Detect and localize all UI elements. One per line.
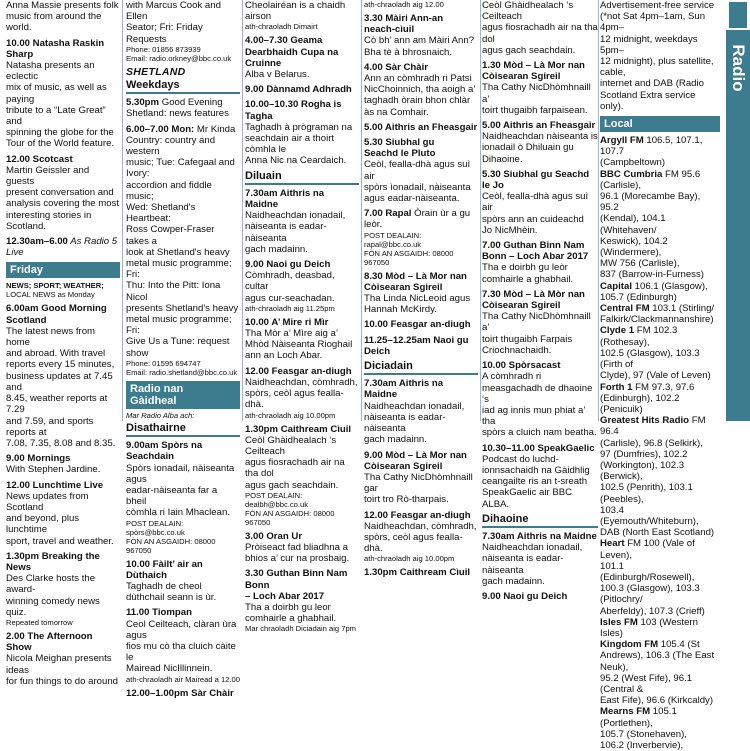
- station-frequencies: 105.7 (Stonehaven),: [600, 728, 687, 740]
- lead-text: ath-chraoladh aig 12.00: [364, 0, 444, 9]
- station-frequencies: 96.1 (Morecambe Bay), 95.2: [600, 191, 701, 214]
- programme-entry: [482, 591, 598, 602]
- local-station-line: [600, 505, 720, 527]
- programme-entry: [245, 84, 359, 95]
- programme-entry: 3.00 Oran Ur Pròiseact fad bliadhna a bhios a’ cur na prosbaig.: [245, 531, 359, 565]
- programme-time-title: 7.30am Aithris na Maidne: [482, 530, 597, 542]
- programme-entry: 1.30pm Caithream Cìuil Ceòl Ghàidhealach ‘s Ceilteach agus fiosrachadh air na tha dol agus gach seachdain. POST DEALAIN: dealbh@bbc.co.uk FÒN AN ASGAIDH: 08000 967050: [245, 424, 359, 527]
- station-frequencies: 101.1 (Edinburgh/Rosewell),: [600, 560, 695, 583]
- station-subheading: Mar Radio Alba ach:: [126, 410, 195, 420]
- station-frequencies: 103 (Western Isles): [600, 616, 698, 639]
- station-frequencies: Keswick), 104.2 (Windermere),: [600, 235, 668, 259]
- programme-entry: 10.00 Spòrsacast A còmhradh ri measgachadh de dhaoine ‘s iad ag innis mun phiat a’ tha spòrs a cluich nam beatha.: [482, 360, 597, 439]
- programme-entry: 3.30 Màiri Ann-an neach-cìuil Cò bh’ ann am Màiri Ann? Bha tè à bhrosnaich.: [364, 13, 478, 58]
- station-frequencies: Aberfeldy), 107.3 (Crieff): [600, 605, 705, 617]
- programme-time-title: 9.00 Mornings: [6, 453, 71, 465]
- column-4: [364, 0, 478, 579]
- local-station-line: [600, 561, 720, 583]
- programme-time-title: 10.00 Feasgar an-diugh: [364, 319, 471, 331]
- programme-entry: 9.00 Naoi gu Deich Còmhradh, deasbad, cultar agus cur-seachadan. ath-chraoladh aig 11.25pm: [245, 259, 359, 313]
- column-divider: [480, 0, 481, 421]
- section-heading-local: Local: [600, 116, 720, 132]
- local-station-line: [600, 617, 720, 639]
- programme-entry: 12.00 Scotcast Martin Geissler and guests present conversation and analysis covering the most interesting stories in Scotland.: [6, 153, 120, 232]
- local-station-line: [600, 482, 720, 504]
- programme-entry: 12.00 Feasgar an-diugh Naidheachdan, còmhradh, spòrs, ceòl agus fealla-dhà. ath-chraoladh aig 10.00pm: [245, 365, 358, 420]
- programme-time-title: 3.30 Màiri Ann-an: [364, 13, 444, 24]
- programme-entry: 8.30 Mòd – Là Mor nan Còisearan Sgireil Tha Linda NicLeoid agus Hannah McKirdy.: [364, 271, 478, 316]
- programme-time-title: 7.30 Mòd – Là Mòr nan: [482, 288, 585, 300]
- station-frequencies: 105.7 (Edinburgh): [600, 291, 677, 303]
- news-note: NEWS; SPORT; WEATHER; LOCAL NEWS as Monday: [6, 281, 104, 300]
- programme-entry: 12.30am–6.00 As Radio 5 Live: [6, 236, 118, 259]
- local-station-line: [600, 415, 720, 437]
- programme-entry: [364, 335, 478, 357]
- local-station-line: [600, 706, 720, 728]
- local-station-line: [600, 314, 720, 325]
- station-frequencies: 100.3 (Glasgow), 103.3 (Pitlochry/: [600, 583, 700, 606]
- programme-entry: [364, 122, 478, 133]
- station-frequencies: East Fife), 96.6 (Kirkcaldy): [600, 695, 714, 707]
- programme-entry: 10.00 A’ Mire ri Mìr Tha Mòr a’ Mìre aig a’ Mhòd Nàiseanta Rioghail ann an Loch Abar.: [245, 317, 359, 362]
- programme-time-title: 12.00 Feasgar an-diugh: [245, 365, 352, 377]
- day-heading-diluain: Diluain: [245, 171, 359, 185]
- station-frequencies: FM 100 (Vale of Leven),: [600, 538, 695, 561]
- programme-entry: 4.00 Sàr Chàir Ann an còmhradh ri Patsi NicChoinnich, tha aoigh a’ taghadh òrain bhon chlàr às na Comhair.: [364, 62, 478, 118]
- station-frequencies: 105.4 (St: [658, 639, 700, 651]
- lead-text: with Marcus Cook and Ellen Seator; Fri: Friday Requests Phone: 01856 873939 Email: radio.orkney@bbc.co.uk: [126, 0, 232, 63]
- station-name: Capital: [600, 280, 632, 292]
- local-station-line: [600, 325, 720, 347]
- column-5: [482, 0, 598, 602]
- programme-entry: 9.00am Spòrs na Seachdain Spòrs ìonadail, nàiseanta agus eadar-nàiseanta far a bheil còmhla ri Iain Mhaclean. POST DEALAIN: spòrs@bbc.co.uk FÒN AN ASGAIDH: 08000 967050: [126, 440, 240, 554]
- programme-time-title: 10.00 Fàilt’ air an Dùthaich: [126, 558, 203, 581]
- programme-time-title: 3.30 Guthan Binn Nam Bonn: [245, 568, 348, 591]
- programme-entry: 10.00 Natasha Raskin Sharp Natasha presents an eclectic mix of music, as well as paying tribute to a “Late Great” and spinning the globe for the Tour of the World feature.: [6, 38, 120, 150]
- programme-time-title: 8.30 Mòd – Là Mor nan: [364, 270, 467, 282]
- programme-entry: 5.30 Siubhal gu Seachd le Pluto Ceòl, fealla-dhà agus suì air spòrs ìonadail, nàiseanta agus eadar-nàiseanta.: [364, 137, 478, 204]
- programme-time-title: 10.00 Spòrsacast: [482, 360, 561, 372]
- local-station-line: [600, 583, 720, 605]
- programme-entry: 12.00 Feasgar an-diugh Naidheachdan, còmhradh, spòrs, ceòl agus fealla-dhà. ath-chraoladh aig 10.00pm: [364, 509, 477, 564]
- station-frequencies: 103.1 (Stirling/: [649, 303, 715, 315]
- column-divider: [242, 0, 243, 421]
- programme-entry: [126, 688, 240, 699]
- station-name: Mearns FM: [600, 706, 651, 718]
- programme-time-title: 6.00am Good Morning: [6, 303, 107, 315]
- programme-entry: 4.00–7.30 Geama Dearbhaidh Cupa na Cruinne Alba v Belarus.: [245, 35, 359, 80]
- programme-entry: 10.00–10.30 Rogha is Tagha Taghadh à prògraman na seachdain air a thoirt còmhla le Anna Nic na Ceardaich.: [245, 99, 359, 166]
- station-frequencies: 102.5 (Glasgow), 103.3 (Firth of: [600, 347, 700, 371]
- local-station-line: [600, 236, 720, 258]
- programme-entry: 6.00–7.00 Mon: Mr Kinda Country: country and western music; Tue: Cafegaal and Ivory: accordion and fiddle music; Wed: Shetland's Heartbeat: Ross Cowper-Fraser takes a look at Shetland's heavy metal music programme; Fri: Thu: Into the Pitt: Iona Nicol presents Shetland's heavy metal music programme; Fri: Give Us a Tune: request show Phone: 01595 694747 Email: radio.shetland@bbc.co.uk: [126, 123, 239, 377]
- programme-entry: 7.30 Mòd – Là Mòr nan Còisearan Sgireil Tha Cathy NicDhòmhnaill a’ toirt thugaibh Farpais Criochnachaidh.: [482, 289, 598, 356]
- programme-time-title: 9.00 Naoi gu Deich: [482, 590, 568, 602]
- local-station-line: [600, 438, 720, 449]
- programme-time-title: 9.00 Mòd – Là Mor nan: [364, 449, 467, 461]
- column-6: [600, 0, 720, 751]
- column-divider: [122, 0, 123, 421]
- programme-entry: 10.00 Fàilt’ air an Dùthaich Taghadh de cheol dùthchail seann is ùr.: [126, 559, 240, 604]
- programme-time-title: 2.00 The Afternoon Show: [6, 630, 93, 654]
- local-station-line: [600, 673, 720, 695]
- local-station-line: [600, 650, 720, 672]
- station-frequencies: 106.5, 107.1, 107.7: [600, 135, 703, 158]
- lead-text: Cheolairéan is a chaidh airson ath-chraoladh Dimairt: [245, 0, 346, 32]
- station-name: Heart: [600, 538, 625, 550]
- programme-entry: 7.00 Guthan Binn Nam Bonn – Loch Abar 2017 Tha e doirbh gu leòr comhairle a ghabhail.: [482, 240, 598, 285]
- programme-time-title: 1.30pm Caithream Cìuil: [364, 567, 471, 579]
- station-name: Isles FM: [600, 616, 638, 628]
- programme-entry: 5.30 Siubhal gu Seachd le Jo Ceòl, fealla-dhà agus suì air spòrs ann an cuideachd Jo NicMhèin.: [482, 169, 598, 236]
- station-frequencies: MW 756 (Carlisle),: [600, 258, 680, 270]
- programme-time-title: 9.00 Naoi gu Deich: [245, 259, 331, 271]
- day-heading-diciadain: Diciadain: [364, 361, 478, 375]
- station-frequencies: 106.2 (Inverbervie),: [600, 740, 684, 751]
- programme-entry: [364, 567, 478, 578]
- programme-time-title: 5.00 Aithris an Fheasgair: [482, 120, 596, 132]
- section-band-label: [726, 0, 750, 421]
- programme-entry: 5.30pm Good Evening Shetland: news features: [126, 97, 229, 120]
- local-station-line: [600, 393, 720, 415]
- programme-time-title: 6.00–7.00 Mon:: [126, 123, 195, 135]
- programme-entry: 1.30 Mòd – Là Mor nan Còisearan Sgireil Tha Cathy NicDhòmhnaill a’ toirt thugaibh farpaisean.: [482, 60, 598, 116]
- programme-time-title: 5.30 Siubhal gu Seachd le Jo: [482, 168, 590, 192]
- programme-time-title: 5.30pm: [126, 97, 160, 109]
- programme-time-title: 10.00–10.30 Rogha is Tagha: [245, 99, 342, 122]
- programme-entry: 3.30 Guthan Binn Nam Bonn – Loch Abar 2017 Tha a doirbh gu leor comhairle a ghabhail. Mar chraoladh Diciadain aig 7pm: [245, 568, 359, 633]
- programme-entry: 6.00am Good Morning Scotland The latest news from home and abroad. With travel reports every 15 minutes, business updates at 7.45 and 8.45, weather reports at 7.29 and 7.59, and sports reports at 7.08, 7.35, 8.08 and 8.35.: [6, 303, 120, 449]
- lead-text: Anna Massie presents folk music from around the world.: [6, 0, 119, 34]
- day-heading-dihaoine: Dihaoine: [482, 514, 598, 528]
- station-frequencies: Falkirk/Clackmannanshire): [600, 314, 714, 326]
- programme-time-title: 12.00–1.00pm Sàr Chàir: [126, 687, 234, 699]
- column-divider: [361, 0, 362, 421]
- programme-entry: 2.00 The Afternoon Show Nicola Meighan presents ideas for fun things to do around: [6, 630, 119, 687]
- station-name: Clyde 1: [600, 325, 635, 337]
- column-1: [6, 0, 120, 687]
- programme-time-title: 5.00 Aithris an Fheasgair: [364, 121, 478, 133]
- local-station-line: [600, 258, 720, 269]
- programme-time-title: 7.00 Guthan Binn Nam: [482, 240, 585, 252]
- programme-time-title: 9.00am Spòrs na Seachdain: [126, 440, 203, 463]
- programme-entry: [364, 319, 478, 330]
- station-frequencies: Andrews), 106.3 (The East Neuk),: [600, 650, 715, 673]
- station-frequencies: (Campbeltown): [600, 157, 666, 169]
- station-name: BBC Cumbria: [600, 168, 663, 180]
- local-station-line: [600, 538, 720, 560]
- programme-entry: 5.00 Aithris an Fheasgair Naidheachdan nàiseanta is ionadail ò Dhiluain gu Dihaoine.: [482, 120, 598, 165]
- station-frequencies: FM 102.3 (Rothesay),: [600, 325, 678, 348]
- local-station-line: [600, 157, 720, 168]
- local-station-line: [600, 269, 720, 280]
- programme-time-title: 5.30 Siubhal gu: [364, 137, 435, 149]
- station-frequencies: FM 97.3, 97.6: [632, 381, 695, 393]
- programme-entry: 7.30am Aithris na Maidne Naidheachdan ionadail, nàiseanta is eadar-nàiseanta gach madainn.: [364, 378, 478, 445]
- local-station-line: [600, 527, 720, 538]
- local-station-line: [600, 695, 720, 706]
- station-name: Central FM: [600, 303, 650, 315]
- station-frequencies: (Workington), 102.3 (Berwick),: [600, 459, 685, 483]
- local-stations-list: [600, 135, 720, 751]
- station-name: Greatest Hits Radio: [600, 415, 690, 427]
- station-frequencies: 102.5 (Penrith), 103.1 (Peebles),: [600, 482, 693, 505]
- programme-time-title: 12.00 Lunchtime Live: [6, 479, 104, 491]
- programme-entry: 12.00 Lunchtime Live News updates from Scotland and beyond, plus lunchtime sport, travel and weather.: [6, 480, 120, 547]
- programme-time-title: 12.00 Feasgar an-diugh: [364, 509, 471, 521]
- local-station-line: [600, 303, 720, 314]
- programme-time-title: 7.00 Rapal: [364, 208, 412, 220]
- station-frequencies: FM 95.6 (Carlisle),: [600, 168, 701, 191]
- programme-entry: 9.00 Mornings With Stephen Jardine.: [6, 453, 120, 475]
- station-name: Forth 1: [600, 381, 633, 393]
- column-2: [126, 0, 240, 699]
- programme-time-title: 11.25–12.25am Naoi gu Deich: [364, 334, 469, 357]
- programme-time-title: 1.30pm Breaking the News: [6, 550, 100, 573]
- programme-entry: 11.00 Tiompan Ceol Ceilteach, clàran ùra agus fios mu cò tha cluich càite le Mairead NicIllinnein. ath-chraoladh air Mairead a 12.00: [126, 607, 240, 684]
- station-frequencies: 837 (Barrow-in-Furness): [600, 269, 704, 281]
- local-station-line: [600, 382, 720, 393]
- station-frequencies: 105.1 (Portlethen),: [600, 706, 677, 729]
- programme-entry: 7.30am Aithris na Maidne Naidheachdan ionadail, nàiseanta is eadar-nàiseanta gach madainn.: [245, 188, 359, 255]
- programme-time-title: 10.30–11.00 SpeakGaelic: [482, 442, 595, 454]
- programme-time-title: 4.00 Sàr Chàir: [364, 61, 428, 73]
- programme-entry: 7.00 Rapal Òrain ùr a gu leòr. POST DEALAIN: rapal@bbc.co.uk FÒN AN ASGAIDH: 08000 967050: [364, 208, 471, 267]
- column-divider: [598, 0, 599, 421]
- station-frequencies: Clyde), 97 (Vale of Leven): [600, 370, 711, 382]
- programme-time-title: 11.00 Tiompan: [126, 607, 192, 619]
- programme-entry: 10.30–11.00 SpeakGaelic Podcast do luchd- ionnsachaidh na Gàidhlig ceangailte ris an t-sreath SpeakGaelic air BBC ALBA.: [482, 443, 598, 510]
- station-frequencies: 97 (Dumfries), 102.2: [600, 448, 688, 460]
- column-3: [245, 0, 359, 634]
- programme-time-title: 9.00 Dànnamd Adhradh: [245, 84, 352, 96]
- local-station-line: [600, 281, 720, 292]
- lead-text: Ceòl Ghàidhealach ‘s Ceilteach agus fiosrachadh air na tha dol agus gach seachdain.: [482, 0, 598, 56]
- station-frequencies: 103.4 (Eyemouth/Whiteburn),: [600, 504, 699, 527]
- day-heading-weekdays: Weekdays: [126, 80, 240, 94]
- local-station-line: [600, 191, 720, 213]
- station-frequencies: (Kendal), 104.1 (Whitehaven/: [600, 213, 666, 236]
- local-station-line: [600, 606, 720, 617]
- station-frequencies: (Carlisle), 96.8 (Selkirk),: [600, 437, 703, 449]
- lead-text: Advertisement-free service (*not Sat 4pm–1am, Sun 4pm– 12 midnight, weekdays 5pm– 12 midnight), plus satellite, cable, internet and DAB (Radio Scotland Extra service only).: [600, 0, 715, 112]
- local-station-line: [600, 169, 720, 191]
- local-station-line: [600, 135, 720, 157]
- station-name: Kingdom FM: [600, 639, 659, 651]
- programme-entry: 7.30am Aithris na Maidne Naidheachdan ionadail, nàiseanta is eadar-nàiseanta gach madainn.: [482, 530, 597, 587]
- local-station-line: [600, 639, 720, 650]
- station-heading: Radio nan Gàidheal: [126, 381, 240, 409]
- programme-time-title: 1.30 Mòd – Là Mor nan: [482, 60, 585, 72]
- station-frequencies: 95.2 (West Fife), 96.1 (Central &: [600, 672, 693, 695]
- programme-entry: 1.30pm Breaking the News Des Clarke hosts the award- winning comedy news quiz. Repeated tomorrow: [6, 551, 120, 627]
- programme-time-title: 3.00 Oran Ur: [245, 530, 303, 542]
- programme-time-title: 7.30am Aithris na Maidne: [364, 378, 444, 401]
- section-label: Radio: [729, 44, 748, 92]
- station-name: Argyll FM: [600, 135, 644, 147]
- local-station-line: [600, 740, 720, 751]
- programme-time-title: 1.30pm Caithream Cìuil: [245, 423, 352, 435]
- programme-time-title: 10.00 A’ Mire ri Mìr: [245, 316, 329, 328]
- programme-time-title: 7.30am Aithris na Maidne: [245, 187, 325, 211]
- local-station-line: [600, 213, 720, 235]
- local-station-line: [600, 460, 720, 482]
- region-heading-shetland: SHETLAND: [126, 65, 186, 78]
- day-heading-friday: Friday: [6, 262, 120, 278]
- local-station-line: [600, 370, 720, 381]
- station-frequencies: DAB (North East Scotland): [600, 527, 715, 539]
- station-frequencies: (Edinburgh), 102.2 (Penicuik): [600, 392, 680, 415]
- local-station-line: [600, 729, 720, 740]
- programme-entry: 9.00 Mòd – Là Mor nan Còisearan Sgireil Tha Cathy NicDhòmhnaill gar toirt tro Rò-tharpais.: [364, 450, 478, 506]
- local-station-line: [600, 449, 720, 460]
- programme-time-title: 4.00–7.30 Geama: [245, 35, 323, 47]
- station-frequencies: FM 96.4: [600, 415, 706, 438]
- programme-time-title: 10.00 Natasha Raskin Sharp: [6, 37, 105, 60]
- programme-time-title: 12.30am–6.00: [6, 236, 68, 248]
- local-station-line: [600, 348, 720, 370]
- day-heading-disathairne: Disathairne: [126, 423, 240, 437]
- station-frequencies: 106.1 (Glasgow),: [632, 280, 708, 292]
- programme-time-title: 12.00 Scotcast: [6, 153, 73, 165]
- local-station-line: [600, 292, 720, 303]
